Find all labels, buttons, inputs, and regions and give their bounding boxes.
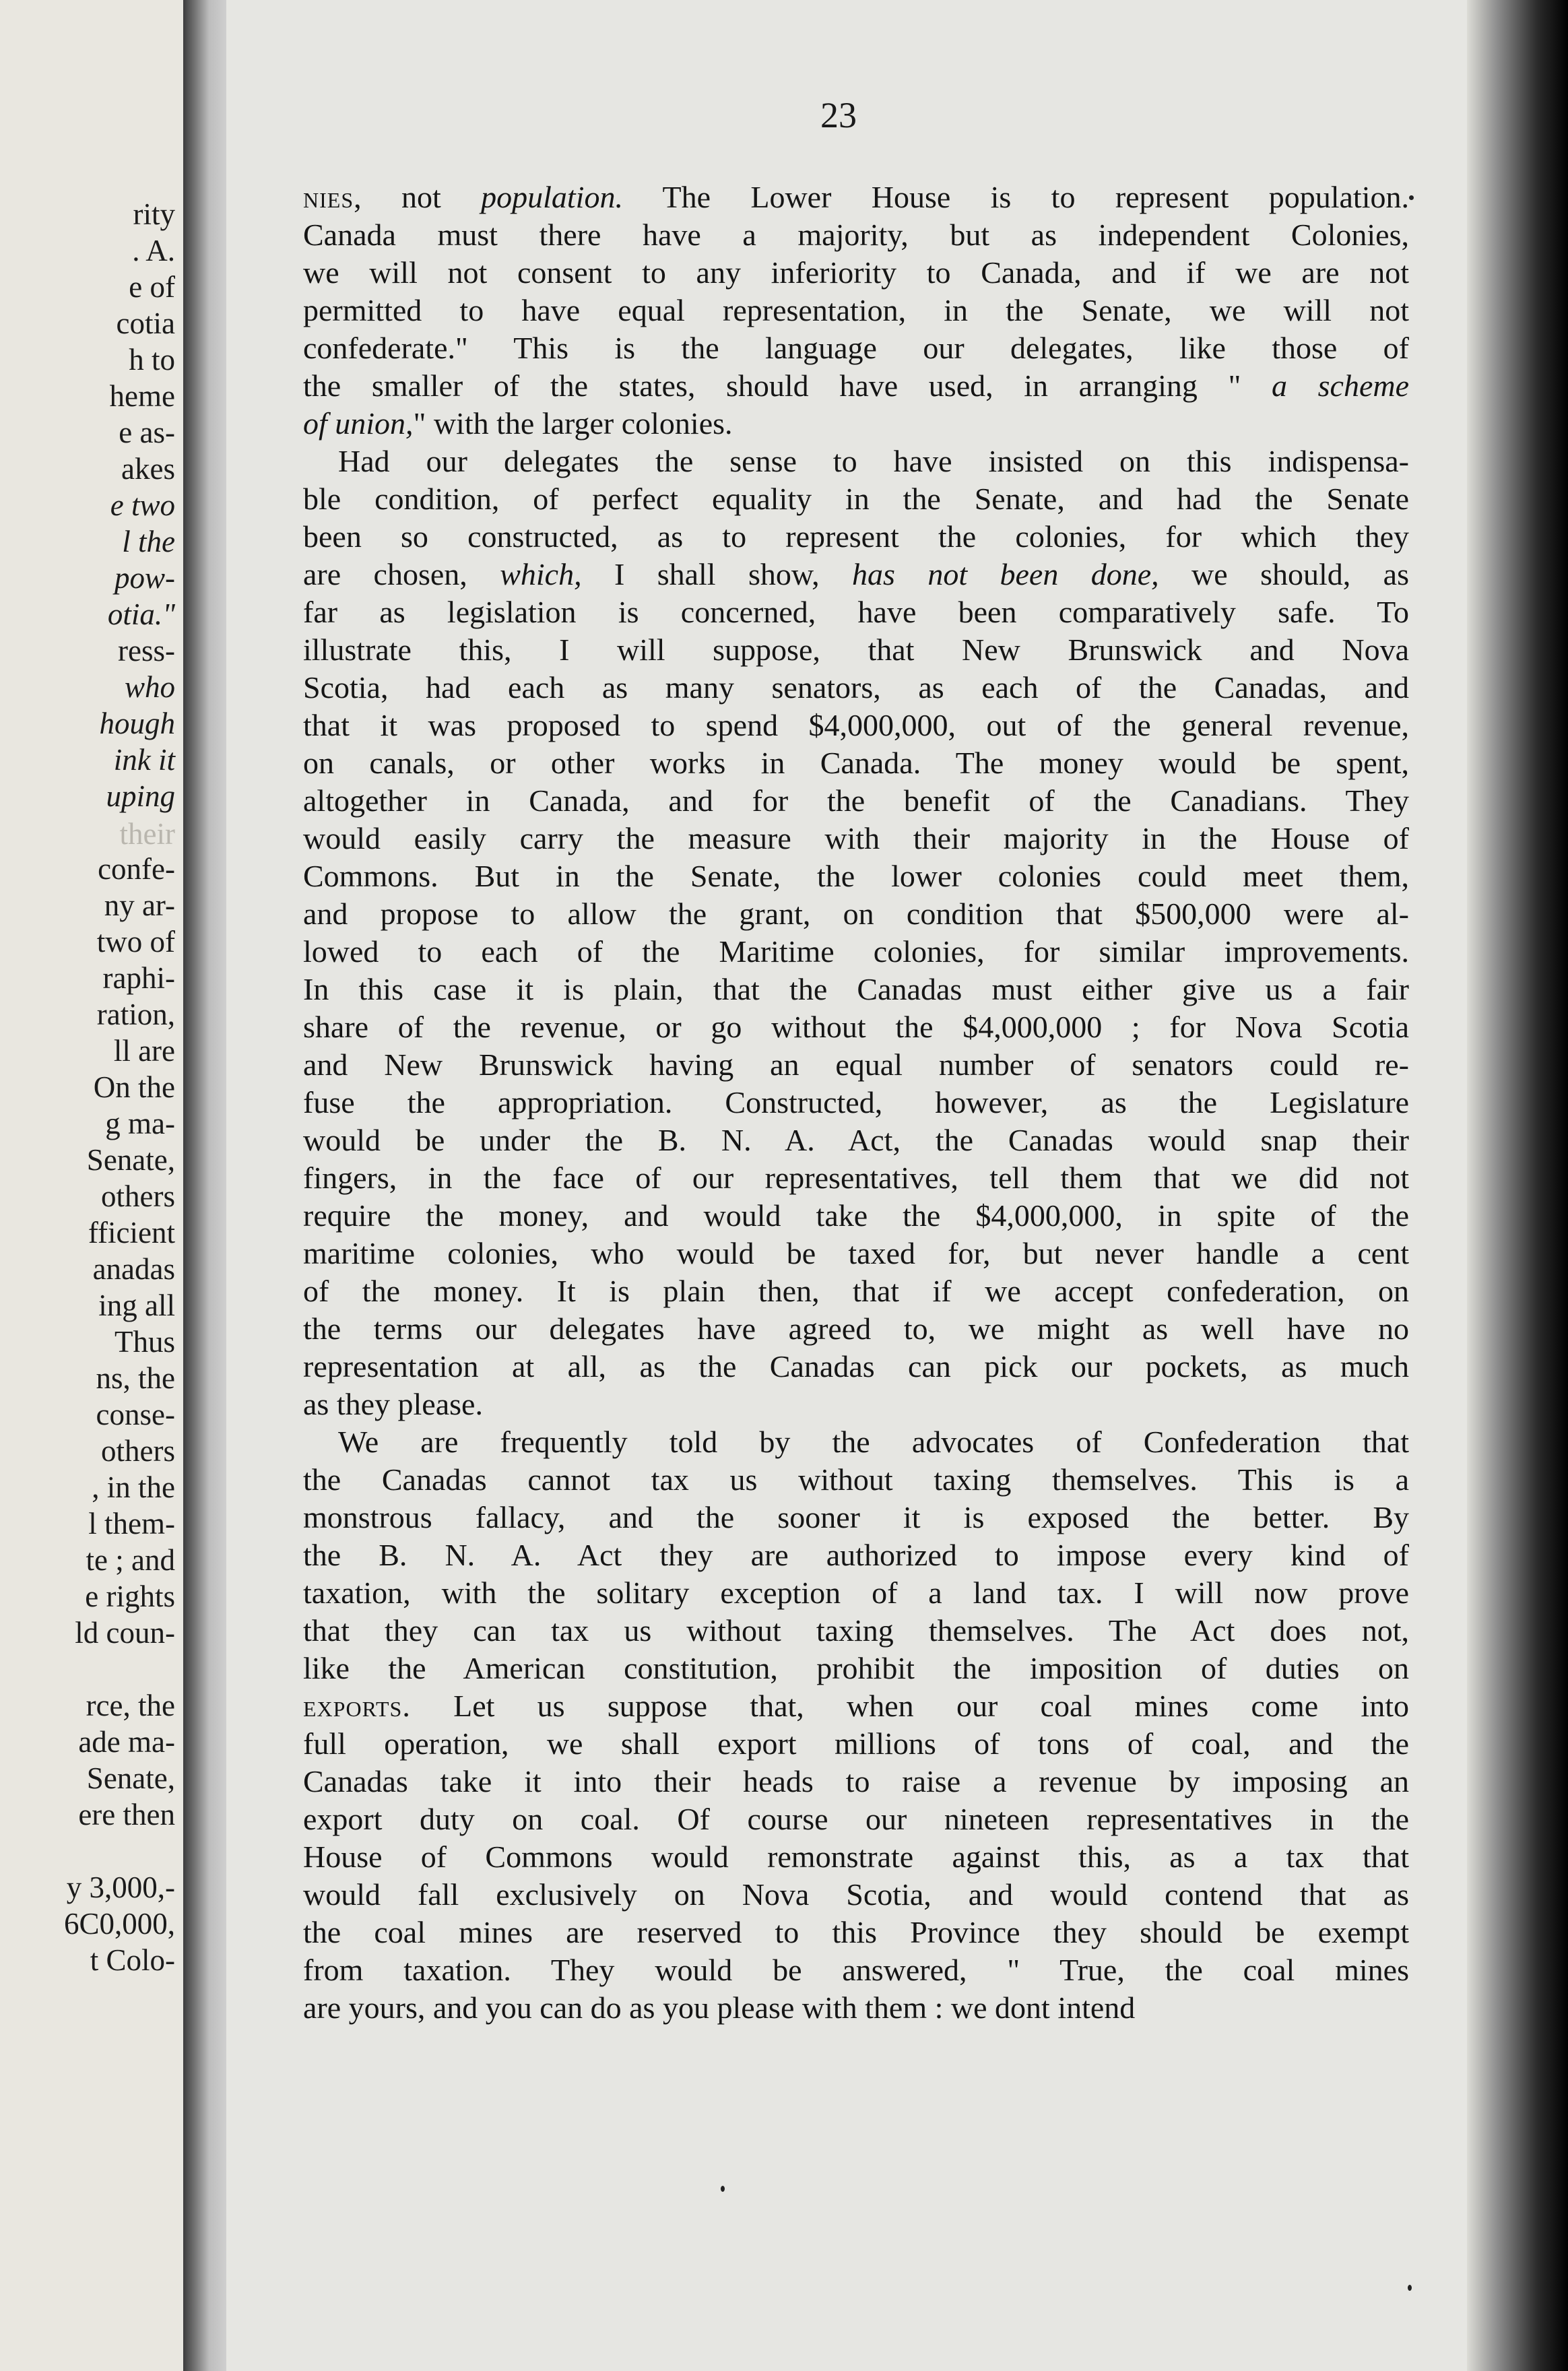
paragraph	[303, 443, 1409, 1423]
text-segment: as they please.	[303, 1387, 483, 1421]
text-segment: export duty on coal. Of course our nineteen representatives in the	[303, 1802, 1409, 1836]
text-segment: fuse the appropriation. Constructed, however, as the Legislature	[303, 1085, 1409, 1119]
text-segment: that it was proposed to spend $4,000,000, out of the general revenue,	[303, 708, 1409, 742]
text-segment: been so constructed, as to represent the colonies, for which they	[303, 519, 1409, 554]
text-line	[303, 1046, 1409, 1084]
text-line	[303, 1499, 1409, 1536]
book-gutter	[183, 0, 226, 2371]
left-page-fragment: akes	[121, 452, 175, 486]
left-page-fragment: otia."	[107, 597, 175, 631]
left-page-fragment: hough	[99, 707, 175, 740]
text-segment: " with the larger colonies.	[413, 406, 733, 441]
text-line	[303, 1348, 1409, 1386]
text-segment: and propose to allow the grant, on condition that $500,000 were al-	[303, 897, 1409, 931]
text-line	[303, 216, 1409, 254]
text-segment: of the money. It is plain then, that if we accept confederation, on	[303, 1274, 1409, 1308]
text-line	[303, 367, 1409, 405]
text-segment: are yours, and you can do as you please with them : we dont intend	[303, 1990, 1136, 2025]
text-segment: full operation, we shall export millions of tons of coal, and the	[303, 1726, 1409, 1761]
text-line	[303, 329, 1409, 367]
text-line	[303, 744, 1409, 782]
text-segment: In this case it is plain, that the Canadas must either give us a fair	[303, 972, 1409, 1006]
text-line	[303, 1310, 1409, 1348]
left-page-fragment: ade ma-	[78, 1725, 175, 1759]
text-segment: on canals, or other works in Canada. The money would be spent,	[303, 746, 1409, 780]
text-line	[303, 1914, 1409, 1951]
text-line	[303, 1235, 1409, 1272]
text-segment: the terms our delegates have agreed to, we might as well have no	[303, 1311, 1409, 1346]
text-segment: far as legislation is concerned, have been comparatively safe. To	[303, 595, 1409, 629]
text-line	[303, 1650, 1409, 1687]
text-line	[303, 1159, 1409, 1197]
scan-speck	[1409, 195, 1414, 200]
text-segment: I shall show,	[581, 557, 853, 591]
text-line	[303, 1838, 1409, 1876]
text-line	[303, 480, 1409, 518]
text-line	[303, 1536, 1409, 1574]
text-line	[303, 1612, 1409, 1650]
text-segment: like the American constitution, prohibit the imposition of duties on	[303, 1651, 1409, 1685]
text-segment: the coal mines are reserved to this Province they should be exempt	[303, 1915, 1409, 1949]
text-segment: we should, as	[1158, 557, 1409, 591]
text-line	[303, 178, 1409, 216]
text-segment: fingers, in the face of our representatives, tell them that we did not	[303, 1161, 1409, 1195]
text-line	[303, 1272, 1409, 1310]
left-page-fragment: e of	[129, 270, 175, 304]
text-segment: maritime colonies, who would be taxed for, but never handle a cent	[303, 1236, 1409, 1270]
left-page-fragment: ress-	[118, 634, 175, 668]
left-page-fragment: others	[101, 1179, 175, 1213]
left-page-fragment: rity	[133, 197, 175, 231]
text-segment: from taxation. They would be answered, " True, the coal mines	[303, 1953, 1409, 1987]
left-page-fragment: confe-	[98, 852, 175, 886]
left-page-fragment: pow-	[115, 561, 175, 595]
text-segment: representation at all, as the Canadas can pick our pockets, as much	[303, 1349, 1409, 1384]
left-page-fragment: e rights	[85, 1580, 175, 1613]
text-segment: lowed to each of the Maritime colonies, for similar improvements.	[303, 934, 1409, 969]
left-page-fragment: h to	[129, 343, 175, 377]
left-page-fragment: anadas	[92, 1252, 175, 1286]
text-segment: would easily carry the measure with their majority in the House of	[303, 821, 1409, 855]
body-text	[303, 178, 1409, 2027]
left-page-fragment: l them-	[88, 1507, 175, 1540]
left-page-fragment: Thus	[115, 1325, 175, 1359]
text-segment: are chosen,	[303, 557, 500, 591]
text-segment: exports.	[303, 1689, 411, 1723]
text-line	[303, 820, 1409, 857]
scan-speck	[1408, 2285, 1412, 2291]
text-segment: Canada must there have a majority, but as independent Colonies,	[303, 218, 1409, 252]
text-line	[303, 1687, 1409, 1725]
text-line	[303, 443, 1409, 480]
scan-speck	[721, 2186, 725, 2192]
text-line	[303, 1800, 1409, 1838]
text-segment: a scheme	[1271, 368, 1409, 403]
left-page-fragment: ny ar-	[104, 888, 175, 922]
text-line	[303, 1008, 1409, 1046]
left-page-fragment: uping	[106, 779, 175, 813]
text-line	[303, 1574, 1409, 1612]
left-page-fragment: ere then	[78, 1798, 175, 1831]
text-line	[303, 593, 1409, 631]
left-page-fragment: e two	[110, 488, 175, 522]
text-segment: , not	[354, 180, 482, 214]
text-segment: the B. N. A. Act they are authorized to impose every kind of	[303, 1538, 1409, 1572]
text-segment: Canadas take it into their heads to raise a revenue by imposing an	[303, 1764, 1409, 1798]
text-segment: the smaller of the states, should have used, in arranging "	[303, 368, 1272, 403]
left-page-fragment: their	[119, 817, 175, 851]
left-page-fragment: others	[101, 1434, 175, 1468]
left-page-fragment: raphi-	[102, 961, 175, 995]
left-page-fragment: , in the	[92, 1470, 175, 1504]
text-line	[303, 1951, 1409, 1989]
text-line	[303, 631, 1409, 669]
text-line	[303, 1876, 1409, 1914]
page-edge-shadow	[1467, 0, 1568, 2371]
left-page-fragment: Senate,	[86, 1761, 175, 1795]
left-page-fragment: ns, the	[96, 1361, 175, 1395]
text-line	[303, 518, 1409, 556]
text-line	[303, 292, 1409, 329]
page-number: 23	[820, 95, 857, 135]
left-page-fragment: t Colo-	[90, 1943, 175, 1977]
text-segment: taxation, with the solitary exception of a land tax. I will now prove	[303, 1576, 1409, 1610]
text-segment: permitted to have equal representation, in the Senate, we will not	[303, 293, 1409, 327]
left-page-fragment: l the	[122, 525, 175, 558]
text-segment: illustrate this, I will suppose, that New Brunswick and Nova	[303, 632, 1409, 667]
left-page-fragment: conse-	[96, 1398, 175, 1431]
left-page-fragment: g ma-	[105, 1107, 175, 1140]
text-segment: House of Commons would remonstrate against this, as a tax that	[303, 1840, 1409, 1874]
text-segment: the Canadas cannot tax us without taxing themselves. This is a	[303, 1462, 1409, 1497]
text-line	[303, 707, 1409, 744]
text-segment: require the money, and would take the $4,000,000, in spite of the	[303, 1198, 1409, 1233]
text-line	[303, 971, 1409, 1008]
text-segment: The Lower House is to represent population.	[622, 180, 1409, 214]
text-line	[303, 1461, 1409, 1499]
text-line	[303, 1763, 1409, 1800]
text-segment: altogether in Canada, and for the benefit of the Canadians. They	[303, 783, 1409, 818]
text-line	[303, 669, 1409, 707]
left-page-fragment: e as-	[119, 416, 175, 449]
text-line	[303, 857, 1409, 895]
text-segment: which,	[500, 557, 582, 591]
text-segment: of union,	[303, 406, 414, 441]
text-line	[303, 1989, 1409, 2027]
left-page-fragment: rce, the	[86, 1689, 175, 1722]
text-segment: we will not consent to any inferiority to Canada, and if we are not	[303, 255, 1409, 290]
text-segment: Commons. But in the Senate, the lower colonies could meet them,	[303, 859, 1409, 893]
left-page-fragment: who	[124, 670, 175, 704]
left-facing-page	[0, 0, 183, 2371]
left-page-fragment: te ; and	[86, 1543, 175, 1577]
text-segment: share of the revenue, or go without the $4,000,000 ; for Nova Scotia	[303, 1010, 1409, 1044]
text-line	[303, 895, 1409, 933]
text-line	[303, 1122, 1409, 1159]
left-page-fragment: cotia	[116, 306, 175, 340]
text-segment: confederate." This is the language our delegates, like those of	[303, 331, 1409, 365]
left-page-fragment: 6C0,000,	[63, 1907, 175, 1941]
text-segment: population.	[481, 180, 623, 214]
left-page-fragment: ing all	[98, 1289, 175, 1322]
text-line	[303, 1084, 1409, 1122]
left-page-fragment: ll are	[113, 1034, 175, 1068]
left-page-fragment: Senate,	[86, 1143, 175, 1177]
left-page-fragment: ration,	[96, 998, 175, 1031]
text-line	[303, 556, 1409, 593]
text-line	[303, 405, 1409, 443]
paragraph	[303, 1423, 1409, 2027]
left-page-fragment: ink it	[113, 743, 175, 777]
left-page-fragment: y 3,000,-	[66, 1871, 175, 1904]
text-segment: has not been done,	[852, 557, 1159, 591]
text-line	[303, 254, 1409, 292]
text-segment: monstrous fallacy, and the sooner it is exposed the better. By	[303, 1500, 1409, 1534]
left-page-fragment: fficient	[88, 1216, 175, 1249]
text-line	[303, 1423, 1409, 1461]
paragraph	[303, 178, 1409, 443]
text-segment: would fall exclusively on Nova Scotia, and would contend that as	[303, 1877, 1409, 1912]
text-segment: We are frequently told by the advocates of Confederation that	[338, 1425, 1409, 1459]
left-page-fragment: two of	[96, 925, 175, 959]
text-line	[303, 933, 1409, 971]
text-segment: Let us suppose that, when our coal mines come into	[410, 1689, 1409, 1723]
text-segment: that they can tax us without taxing themselves. The Act does not,	[303, 1613, 1409, 1648]
left-page-fragment: . A.	[132, 234, 175, 267]
left-page-fragment: On the	[93, 1070, 175, 1104]
text-line	[303, 1386, 1409, 1423]
text-line	[303, 782, 1409, 820]
text-segment: would be under the B. N. A. Act, the Canadas would snap their	[303, 1123, 1409, 1157]
left-page-fragment: heme	[109, 379, 175, 413]
left-page-fragment: ld coun-	[75, 1616, 175, 1650]
text-segment: ble condition, of perfect equality in the Senate, and had the Senate	[303, 482, 1409, 516]
text-line	[303, 1725, 1409, 1763]
text-segment: nies	[303, 180, 354, 214]
text-line	[303, 1197, 1409, 1235]
text-segment: and New Brunswick having an equal number of senators could re-	[303, 1047, 1409, 1082]
text-segment: Scotia, had each as many senators, as each of the Canadas, and	[303, 670, 1409, 705]
text-segment: Had our delegates the sense to have insisted on this indispensa-	[338, 444, 1409, 478]
